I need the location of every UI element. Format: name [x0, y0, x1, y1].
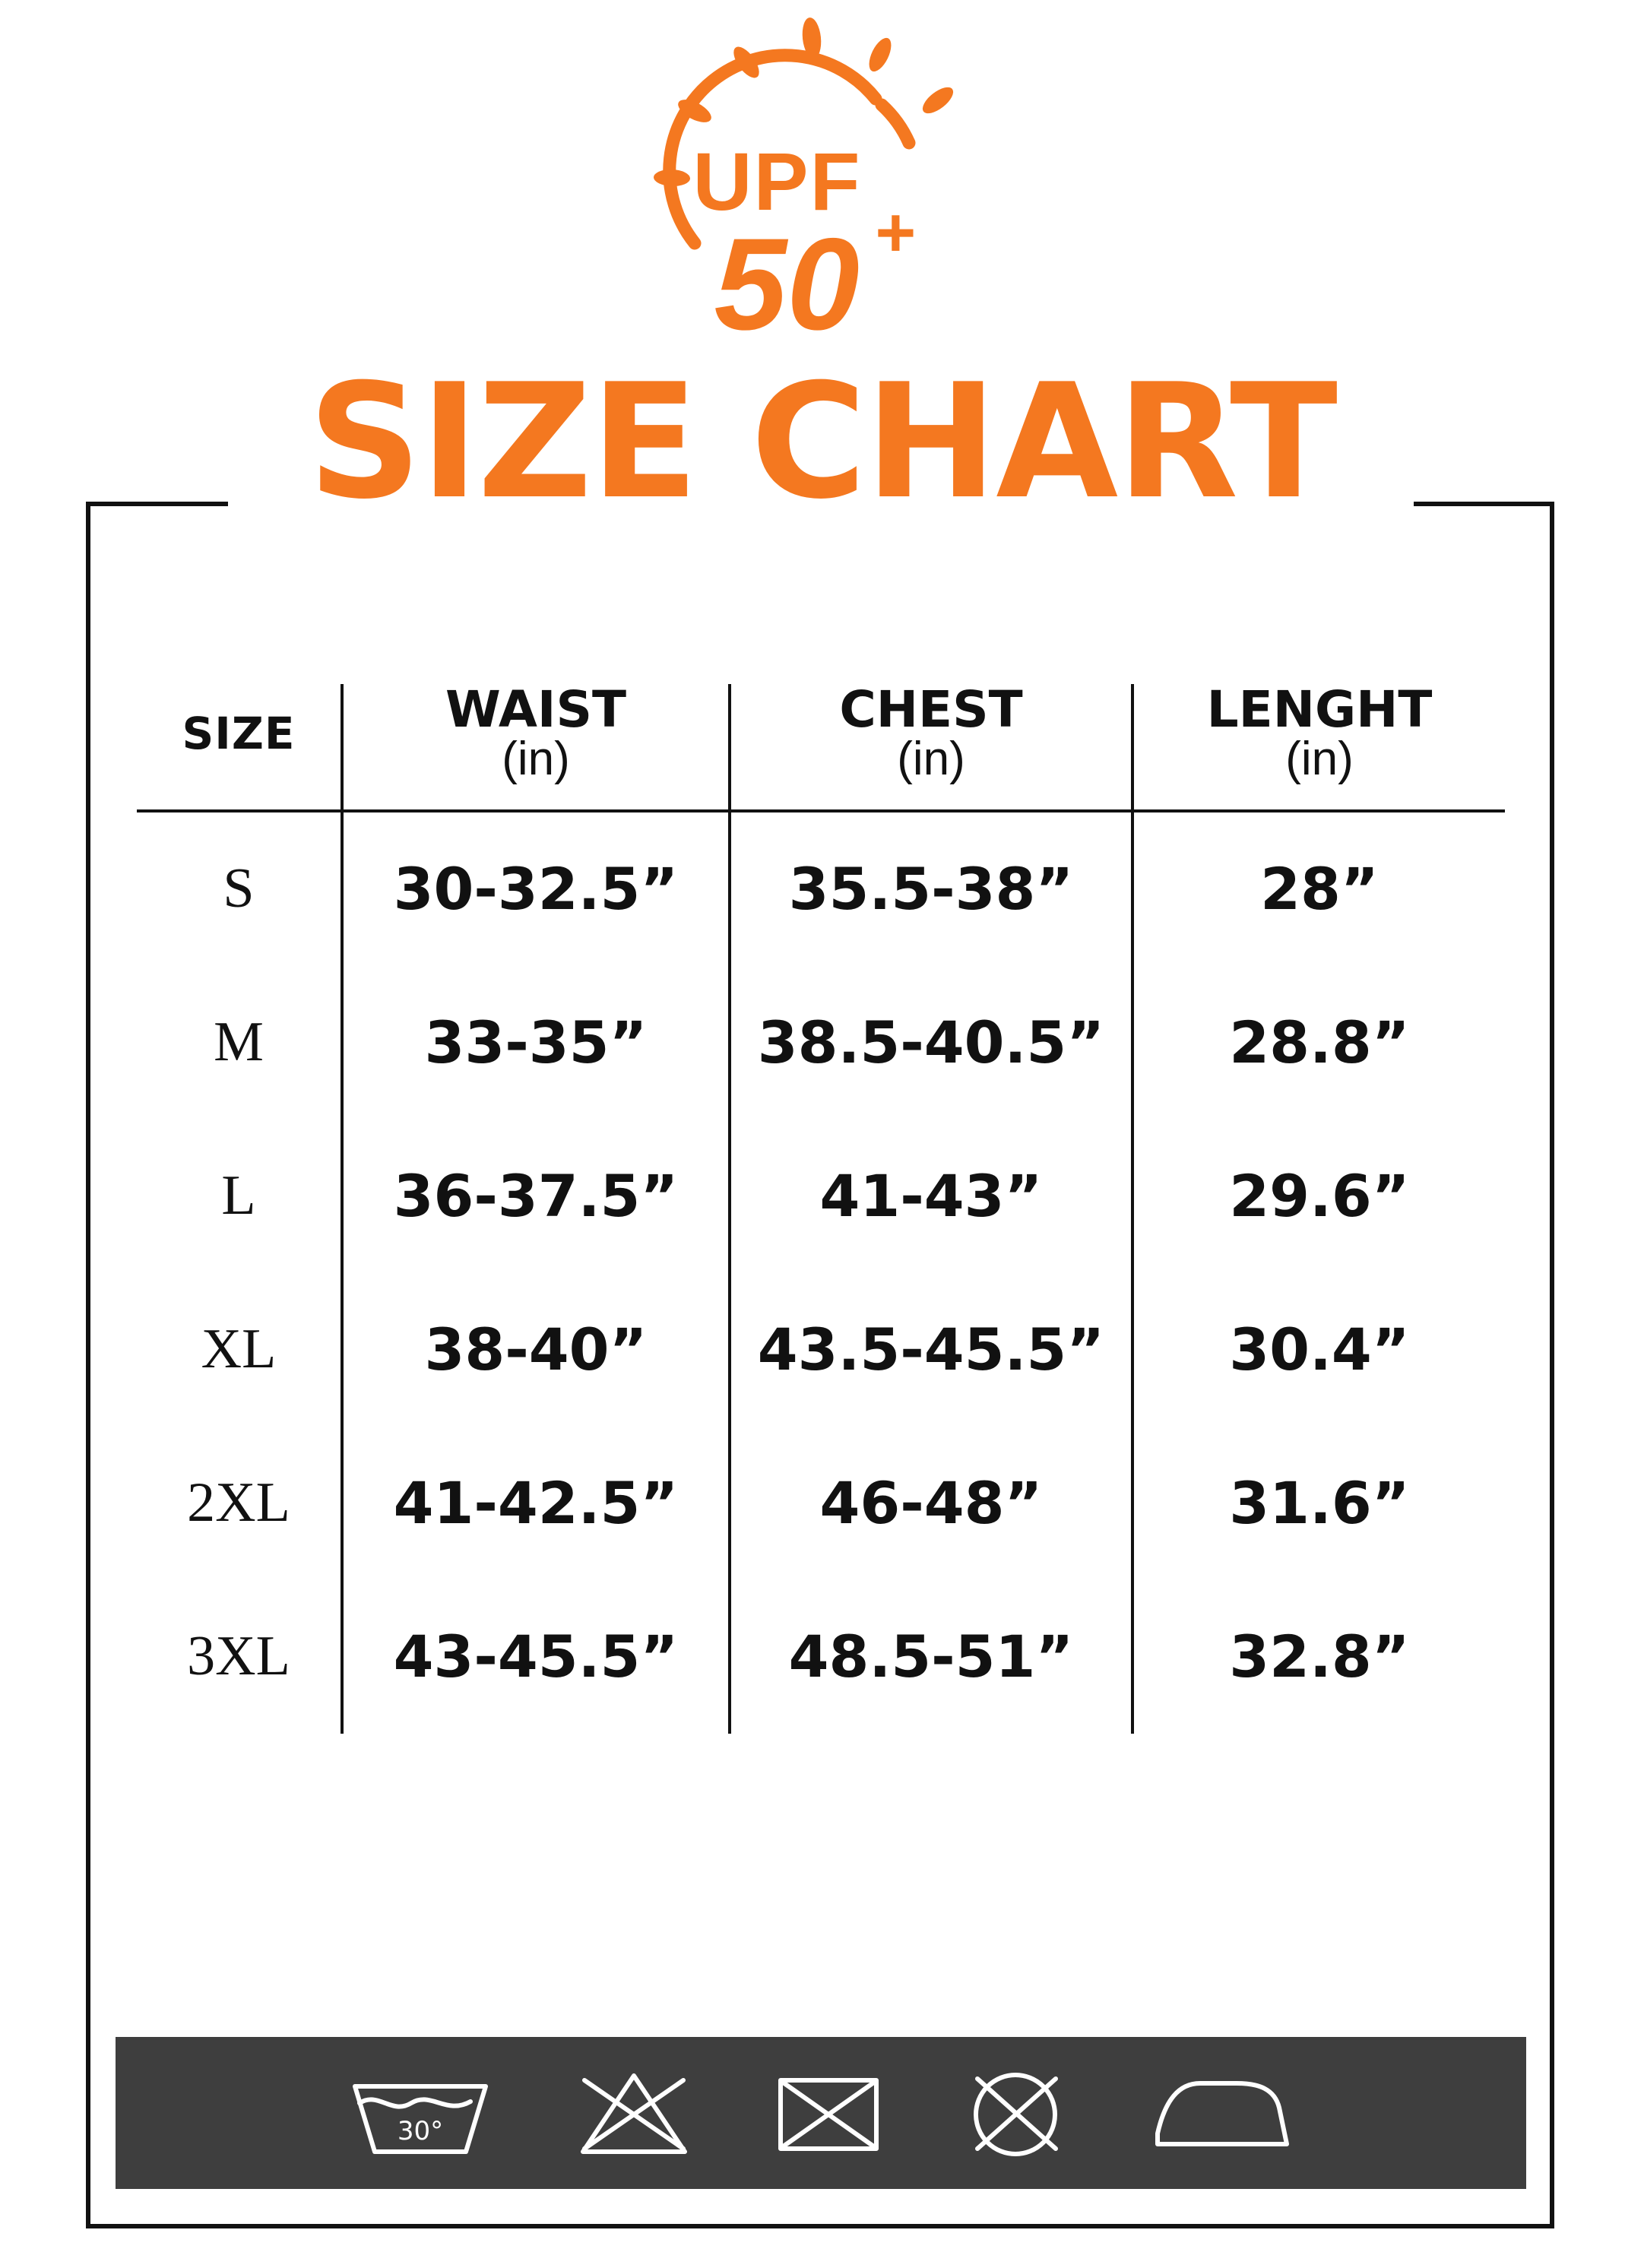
cell-waist: 30-32.5”	[342, 811, 730, 966]
cell-chest: 35.5-38”	[730, 811, 1132, 966]
upf-badge	[0, 15, 1644, 372]
cell-waist: 33-35”	[342, 966, 730, 1120]
cell-chest: 38.5-40.5”	[730, 966, 1132, 1120]
cell-waist: 43-45.5”	[342, 1580, 730, 1734]
column-header-length	[1132, 680, 1505, 811]
cell-size: L	[221, 1164, 256, 1227]
column-header-waist-unit: (in)	[502, 733, 570, 786]
care-instructions-bar	[116, 2037, 1526, 2189]
size-table-wrap	[137, 680, 1505, 1734]
column-header-length-unit: (in)	[1285, 733, 1354, 786]
column-header-chest-label: CHEST	[839, 680, 1023, 739]
do-not-tumble-dry-icon	[771, 2064, 885, 2162]
column-header-chest	[730, 680, 1132, 811]
do-not-dry-clean-icon	[958, 2064, 1072, 2162]
column-header-waist	[342, 680, 730, 811]
cell-chest: 41-43”	[730, 1120, 1132, 1273]
iron-icon	[1145, 2064, 1297, 2162]
table-row	[137, 1120, 1505, 1273]
size-chart-table	[137, 680, 1505, 1734]
column-header-chest-unit: (in)	[897, 733, 965, 786]
column-header-length-label: LENGHT	[1206, 680, 1433, 739]
cell-length: 29.6”	[1132, 1120, 1505, 1273]
cell-length: 31.6”	[1132, 1427, 1505, 1580]
page-title: SIZE CHART	[308, 350, 1336, 534]
cell-chest: 43.5-45.5”	[730, 1273, 1132, 1427]
cell-chest: 48.5-51”	[730, 1580, 1132, 1734]
cell-length: 28.8”	[1132, 966, 1505, 1120]
upf-plus: +	[875, 194, 917, 271]
cell-waist: 36-37.5”	[342, 1120, 730, 1273]
cell-size: 3XL	[187, 1625, 290, 1688]
cell-length: 32.8”	[1132, 1580, 1505, 1734]
table-row	[137, 1427, 1505, 1580]
cell-waist: 41-42.5”	[342, 1427, 730, 1580]
column-header-size: SIZE	[137, 684, 342, 811]
cell-length: 28”	[1132, 811, 1505, 966]
do-not-bleach-icon	[569, 2064, 698, 2162]
wash-30-icon	[344, 2064, 496, 2162]
table-row	[137, 966, 1505, 1120]
table-header-row	[137, 684, 1505, 811]
cell-size: 2XL	[187, 1471, 290, 1535]
cell-size: S	[223, 857, 255, 920]
upf-label: UPF	[692, 135, 862, 227]
column-header-waist-label: WAIST	[445, 680, 627, 739]
table-row	[137, 1273, 1505, 1427]
table-row	[137, 811, 1505, 966]
table-row	[137, 1580, 1505, 1734]
cell-waist: 38-40”	[342, 1273, 730, 1427]
wash-temp-label: 30°	[397, 2116, 444, 2146]
upf-rating: 50	[714, 211, 860, 357]
cell-size: XL	[201, 1318, 277, 1381]
cell-chest: 46-48”	[730, 1427, 1132, 1580]
cell-size: M	[214, 1011, 264, 1074]
cell-length: 30.4”	[1132, 1273, 1505, 1427]
